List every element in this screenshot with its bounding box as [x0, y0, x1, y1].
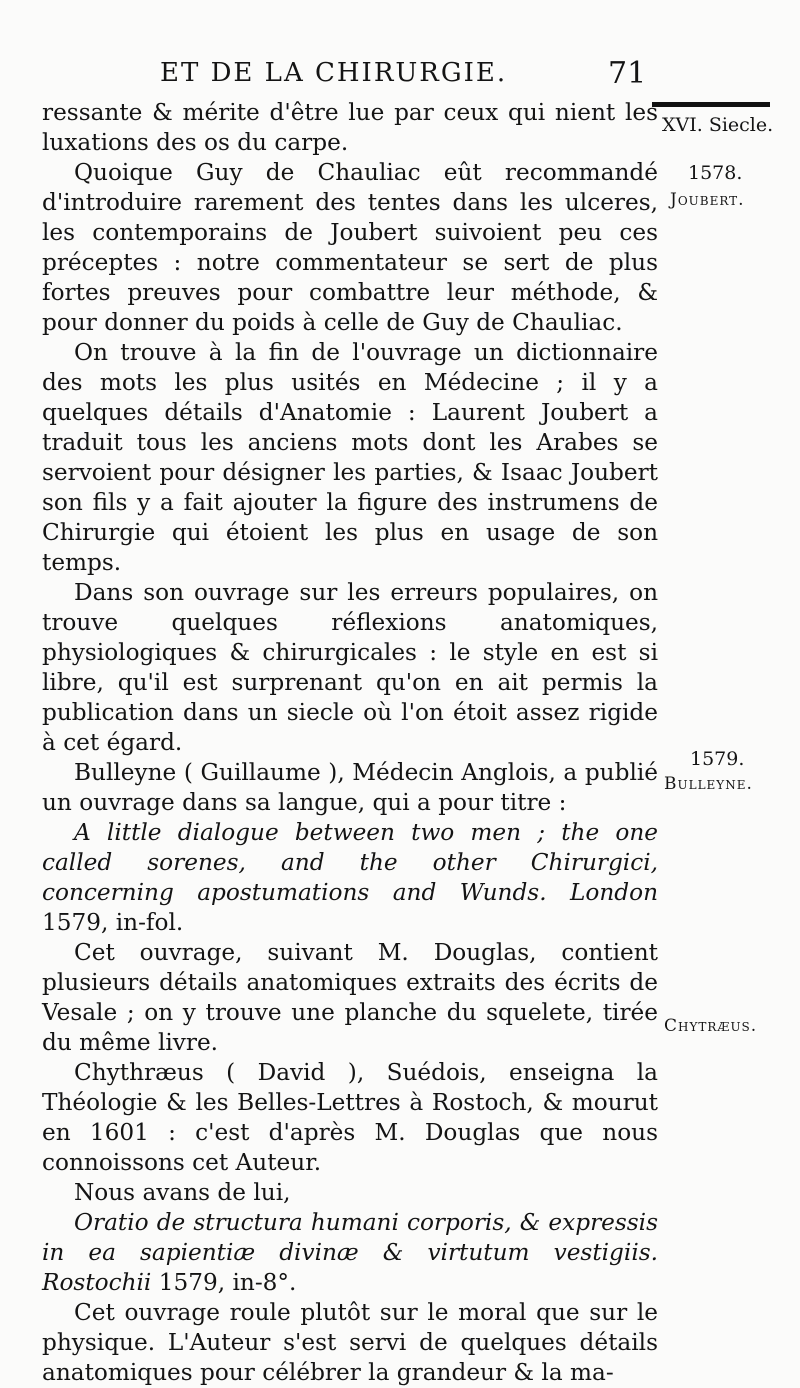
bulleyne-imprint: 1579, in-fol. [42, 909, 184, 936]
page-number: 71 [608, 56, 647, 91]
paragraph-luxations: ressante & mérite d'être lue par ceux qui nient les luxations des os du carpe. [42, 99, 658, 156]
margin-rule [652, 102, 770, 107]
body-text [42, 98, 658, 1388]
bulleyne-title: A little dialogue between two men ; the one called sorenes, and the other Chirurgici, concerning apostumations and Wunds. London [42, 819, 658, 906]
margin-year-1579: 1579. [690, 748, 745, 770]
paragraph-dictionnaire: On trouve à la fin de l'ouvrage un dictionnaire des mots les plus usités en Médecine ; il y a quelques détails d'Anatomie : Laurent Joubert a traduit tous les anciens mots dont les Arabes se servoient pour désigner les parties, & Isaac Joubert son fils y a fait ajouter la figure des instrumens de Chirurgie qui étoient les plus en usage de son temps. [42, 339, 658, 576]
paragraph-bulleyne: Bulleyne ( Guillaume ), Médecin Anglois, a publié un ouvrage dans sa langue, qui a pour titre : [42, 759, 658, 816]
paragraph-bulleyne-title [42, 818, 658, 938]
paragraph-nous-avons: Nous avans de lui, [74, 1179, 291, 1206]
margin-chytraeus: Chytræus. [664, 1016, 758, 1036]
paragraph-douglas: Cet ouvrage, suivant M. Douglas, contient plusieurs détails anatomiques extraits des écrits de Vesale ; on y trouve une planche du squelete, tirée du même livre. [42, 939, 658, 1056]
paragraph-oratio-title [42, 1208, 658, 1298]
paragraph-moral: Cet ouvrage roule plutôt sur le moral que sur le physique. L'Auteur s'est servi de quelques détails anatomiques pour célébrer la grandeur & la ma- [42, 1299, 658, 1386]
margin-joubert: Joubert. [670, 190, 745, 210]
running-header: ET DE LA CHIRURGIE. [160, 58, 508, 88]
paragraph-chauliac: Quoique Guy de Chauliac eût recommandé d'introduire rarement des tentes dans les ulceres, les contemporains de Joubert suivoient peu ces préceptes : notre commentateur se sert de plus fortes preuves pour combattre leur méthode, & pour donner du poids à celle de Guy de Chauliac. [42, 159, 658, 336]
margin-year-1578: 1578. [688, 162, 743, 184]
margin-century: XVI. Siecle. [662, 114, 774, 136]
margin-bulleyne: Bulleyne. [664, 774, 753, 794]
oratio-imprint: 1579, in-8°. [151, 1269, 297, 1296]
oratio-title: Oratio de structura humani corporis, & expressis in ea sapientiæ divinæ & virtutum vestigiis. Rostochii [42, 1209, 658, 1296]
paragraph-chytraeus: Chythræus ( David ), Suédois, enseigna la Théologie & les Belles-Lettres à Rostoch, & mourut en 1601 : c'est d'après M. Douglas que nous connoissons cet Auteur. [42, 1059, 658, 1176]
paragraph-erreurs: Dans son ouvrage sur les erreurs populaires, on trouve quelques réflexions anatomiques, physiologiques & chirurgicales : le style en est si libre, qu'il est surprenant qu'on en ait permis la publication dans un siecle où l'on étoit assez rigide à cet égard. [42, 579, 658, 756]
